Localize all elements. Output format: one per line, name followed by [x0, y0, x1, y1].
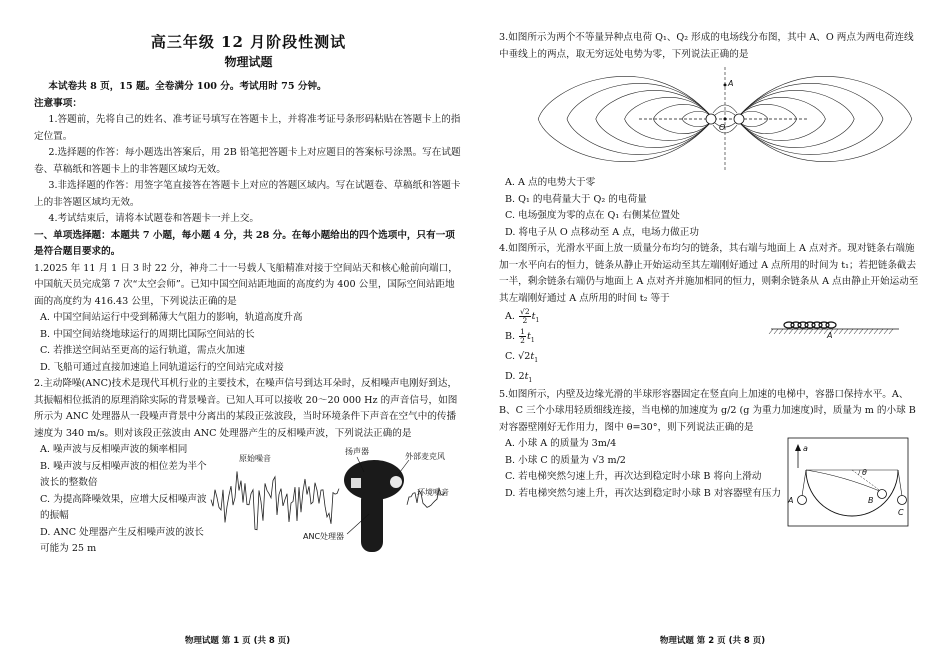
electric-field-figure [499, 63, 919, 175]
label-o: O [719, 123, 726, 132]
label-anc-processor: ANC处理器 [303, 532, 345, 541]
label-ball-b: B [868, 496, 874, 506]
question-stem: 1.2025 年 11 月 1 日 3 时 22 分，神舟二十一号载人飞船精准对接于空间站天和核心舱前向端口，中国航天员完成第 7 次“太空会师”。已知中国空间站距地面的高度约为 400 公里，国际空间站距地面的高度约为 416.43 公里，下列说法正确的是 [34, 262, 458, 307]
question-stem: 2.主动降噪(ANC)技术是现代耳机行业的主要技术，在噪声信号到达耳朵时，反相噪声电刚好到达，其振幅相位抵消的原理消除实际的背景噪音。已知人耳可以接收 20～20 000 Hz 的声音信号，如图所示为 ANC 处理器从一段噪声背景中分离出的某段正弦波段，当时环境条件下声音在空气中的传播速度为 340 m/s。则对该段正弦波由 ANC 处理器产生的反相噪声波，下列说法正确的是 [34, 378, 458, 439]
option-c: C. 为提高降噪效果，应增大反相噪声波的振幅 [40, 493, 207, 521]
question-stem: 3.如图所示为两个不等量异种点电荷 Q₁、Q₂ 形成的电场线分布图，其中 A、O 两点为两电荷连线中垂线上的两点，取无穷远处电势为零，下列说法正确的是 [499, 32, 914, 60]
question-3 [499, 30, 920, 241]
microphone-port [390, 476, 402, 488]
notice-item: 4.考试结束后，请将本试题卷和答题卡一并上交。 [48, 213, 260, 224]
label-a: A [728, 79, 734, 88]
exam-info: 本试卷共 8 页，15 题。全卷满分 100 分。考试用时 75 分钟。 [48, 81, 327, 92]
option-a: A. 噪声波与反相噪声波的频率相同 [40, 444, 188, 455]
field-lines-diagram [499, 63, 919, 175]
section-heading: 一、单项选择题：本题共 7 小题，每小题 4 分，共 28 分。在每小题给出的四个选项中，只有一项是符合题目要求的。 [34, 229, 455, 257]
chain-diagram [749, 307, 919, 367]
notice-item: 3.非选择题的作答：用签字笔直接答在答题卡上对应的答题区域内。写在试题卷、草稿纸和答题卡上的非答题区域均无效。 [34, 180, 461, 208]
option-a: A. 小球 A 的质量为 3m/4 [505, 438, 617, 450]
exam-title: 高三年级 12 月阶段性测试 [150, 33, 347, 51]
option-c: C. 若电梯突然匀速上升，再次达到稳定时小球 B 将向上滑动 [505, 471, 762, 483]
charge-q2 [734, 114, 744, 124]
option-b: B. 噪声波与反相噪声波的相位差为半个波长的整数倍 [40, 460, 207, 488]
label-acceleration: a [803, 444, 808, 454]
speaker-port [351, 478, 361, 488]
option-b: B. 中国空间站绕地球运行的周期比国际空间站的长 [40, 328, 255, 340]
elevator-figure [784, 436, 914, 528]
noise-waveform [211, 471, 339, 529]
question-stem: 4.如图所示，光滑水平面上放一质量分布均匀的链条，其右端与地面上 A 点对齐。现对链条右端施加一水平向右的恒力，链条从静止开始运动至其左端刚好通过 A 点所用的时间为 t₁；若把链条截去一半，剩余链条右端仍与地面上 A 点对齐并施加相同的恒力，则剩余链条从 A 点由静止开始运动至其左端刚好通过 A 点所用的时间 t₂ 等于 [499, 243, 919, 304]
label-speaker: 扬声器 [345, 447, 369, 456]
chain-links [784, 322, 836, 328]
exam-subtitle: 物理试题 [224, 55, 273, 69]
label-theta: θ [862, 468, 867, 478]
earbud-stem [361, 490, 383, 552]
charge-q1 [706, 114, 716, 124]
chain-figure [749, 307, 919, 367]
ball-c [898, 496, 907, 505]
option-a: A. 中国空间站运行中受到稀薄大气阻力的影响，轨道高度升高 [40, 312, 303, 323]
option-a: A. $\frac{√2}{2}$ $t_1$ [505, 307, 540, 325]
question-stem: 5.如图所示，内壁及边缘光滑的半球形容器固定在竖直向上加速的电梯中，容器口保持水平。A、B、C 三个小球用轻质细线连接，当电梯的加速度为 g/2 (g 为重力加速度)时，质量为 m 的小球 B 对容器壁刚好无作用力，图中 θ=30°，则下列说法正确的是 [499, 388, 916, 433]
option-d: D. 飞船可通过直接加速追上同轨道运行的空间站完成对接 [40, 361, 284, 373]
option-d: D. 将电子从 O 点移动至 A 点，电场力做正功 [505, 226, 699, 238]
option-b: B. $\frac{1}{2}$ $t_1$ [505, 327, 535, 345]
page-footer: 物理试题 第 1 页 (共 8 页) [184, 636, 291, 647]
option-c: C. 电场强度为零的点在 Q₁ 右侧某位置处 [505, 210, 680, 221]
label-a: A [827, 331, 833, 340]
option-c: C. $√2t_1$ [505, 350, 539, 364]
page-2 [475, 0, 950, 659]
question-2 [34, 376, 463, 558]
label-ball-a: A [788, 496, 794, 506]
ball-b [878, 490, 887, 499]
anc-figure [209, 442, 459, 557]
question-1 [34, 261, 463, 377]
label-external-mic: 外部麦克风 [405, 452, 445, 461]
option-b: B. Q₁ 的电荷量大于 Q₂ 的电荷量 [505, 193, 647, 205]
option-d: D. ANC 处理器产生反相噪声波的波长可能为 25 m [40, 526, 204, 554]
label-environment-noise: 环境噪音 [417, 488, 449, 497]
page-footer: 物理试题 第 2 页 (共 8 页) [659, 636, 766, 647]
option-a: A. A 点的电势大于零 [505, 177, 596, 188]
label-original-noise: 原始噪音 [239, 454, 271, 463]
notice-heading: 注意事项： [34, 97, 82, 109]
point-a [724, 84, 727, 87]
label-ball-c: C [898, 508, 904, 518]
ball-a [798, 496, 807, 505]
option-b: B. 小球 C 的质量为 √3 m/2 [505, 454, 626, 466]
notice-item: 2.选择题的作答：每小题选出答案后，用 2B 铅笔把答题卡上对应题目的答案标号涂黑。写在试题卷、草稿纸和答题卡上的非答题区域均无效。 [34, 147, 461, 175]
notice-item: 1.答题前，先将自己的姓名、准考证号填写在答题卡上，并将准考证号条形码粘贴在答题卡上的指定位置。 [34, 114, 461, 142]
question-5 [499, 387, 920, 529]
option-c: C. 若推送空间站至更高的运行轨道，需点火加速 [40, 345, 245, 356]
option-d: D. $2t_1$ [505, 370, 533, 384]
option-d: D. 若电梯突然匀速上升，再次达到稳定时小球 B 对容器壁有压力 [505, 487, 782, 499]
question-4 [499, 241, 920, 387]
